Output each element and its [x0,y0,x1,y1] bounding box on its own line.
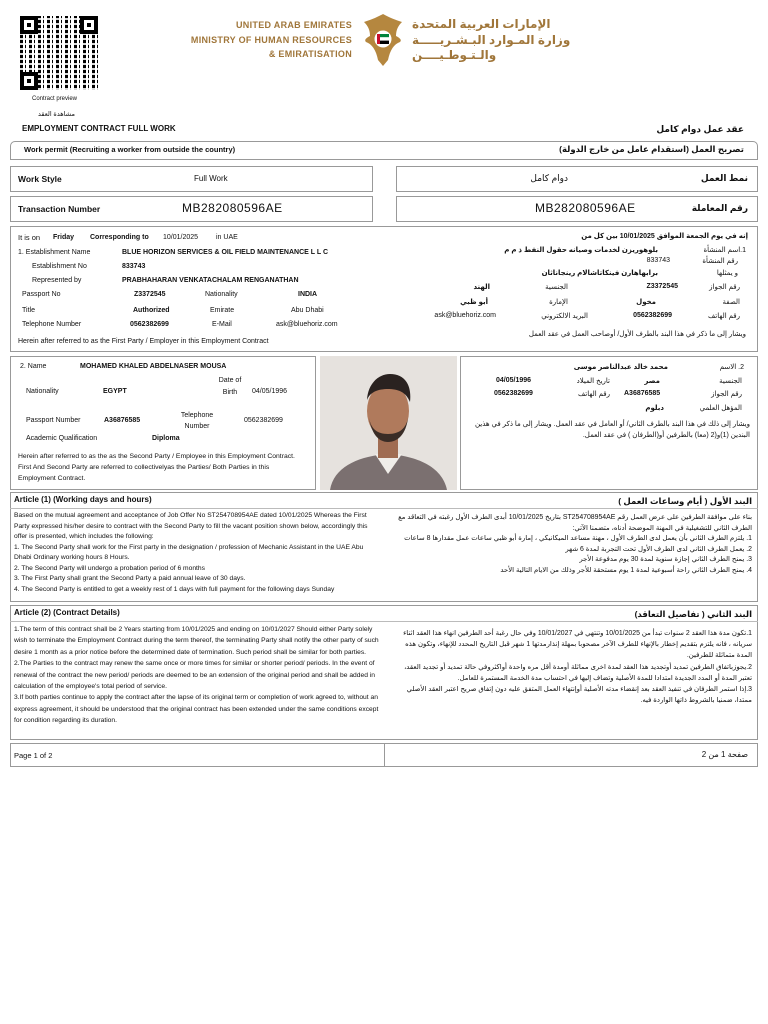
article1-title-en: Article (1) (Working days and hours) [14,495,152,504]
article2-en-text [14,624,380,727]
article1-en-p3: 3. The First Party shall grant the Second Party a paid annual leave of 30 days. [14,575,246,582]
ar-sp-phone-label: رقم الهاتف [578,391,610,398]
article1-ar-p1: 1. يلتزم الطرف الثاني بأن يعمل لدى الطرف الأول ، مهنة مساعد الميكانيكي ، إمارة أبو ظبي ساعات عمل مقدارها 8 ساعات [404,535,752,542]
ministry-en-line3: & EMIRATISATION [268,49,352,59]
uae-emblem-icon [362,10,404,68]
article2-ar-p0: 1.تكون مدة هذا العقد 2 سنوات تبدأ من 10/01/2025 وتنتهي في 10/01/2027 وفي حال رغبة أحد الطرفين انهاء هذا العقد اثناء سريانه ، فانه يلتزم بتقديم إخطار بالإنهاء للطرف الآخر مصحوبا بمهلة إنذارمدتها 1 شهر قبل التاريخ المحدد للإنهاء، وتكون هذه المدة متماثلة للطرفين. [403,630,752,660]
fp-title-label: Title [22,307,35,314]
qr-code [20,16,98,90]
fp-phone-label: Telephone Number [22,321,82,328]
article2-ar-p2: 3.إذا استمر الطرفان في تنفيذ العقد بعد إنقضاء مدته الأصلية أوإنتهاء العمل المتفق عليه دون إتفاق صريح اعتبر العقد الأصلي ممتدا، ضمنيا بالشروط ذاتها الواردة فيه. [406,686,752,705]
ar-passport-label: رقم الجواز [709,284,740,291]
article1-title-ar: البند الأول ( أيام وساعات العمل ) [618,496,752,506]
fp-emirate-label: Emirate [210,307,235,314]
ar-passport: Z3372545 [646,283,678,290]
sp-name-label: 2. Name [20,363,47,370]
ar-est-name: بلوهوريزن لخدمات وصيانه حقول النفط ذ م م [504,247,658,254]
work-style-label: Work Style [18,174,62,184]
ministry-ar-line2: وزارة المـوارد البـشـريـــــة [412,33,571,47]
ar-est-no-label: رقم المنشأة [702,258,738,265]
ar-rep-label: و يمثلها [716,270,738,277]
ar-sp-dob: 04/05/1996 [496,377,532,384]
sp-dob-label: Date of Birth [218,377,242,396]
ar-emirate: أبو ظبي [460,299,488,306]
contract-place: in UAE [216,234,238,241]
article1-ar-p3: 3. يمنح الطرف الثاني إجازة سنوية لمدة 30 يوم مدفوعة الأجر [579,556,752,563]
ministry-en-line1: UNITED ARAB EMIRATES [236,20,352,30]
ar-phone: 0562382699 [633,312,672,319]
employee-photo [320,356,457,490]
ar-sp-passport: A36876585 [624,390,661,397]
contract-preview-en: Contract preview [32,96,78,102]
work-style-label-ar: نمط العمل [700,173,748,183]
represented-by-label: Represented by [32,277,82,284]
work-permit-ar: تصريح العمل (استقدام عامل من خارج الدولة) [559,144,744,154]
work-style-value-ar: دوام كامل [530,173,568,183]
fp-passport-label: Passport No [22,291,61,298]
sp-qual-label: Academic Qualification [26,435,98,442]
article2-divider [10,621,758,622]
ar-sp-herein: ويشار إلى ذلك في هذا البند بالطرف الثاني/ أو العامل في عقد العمل. ويشار إلى ما ذكر في هذين البندين (1)و(2 (معا) بالطرفين أو(الطرفان ) في عقد العمل. [474,421,750,439]
fp-email: ask@bluehoriz.com [276,321,338,328]
ar-email-label: البريد الالكتروني [541,313,588,320]
article1-en-p0: Based on the mutual agreement and acceptance of Job Offer No ST254708954AE dated 10/01/2025 Whereas the First Party expressed his/her desire to contract with the Second Party to fill the vacant position shown below, accordingly this offer is presented, which includes the following: [14,512,368,540]
fp-email-label: E-Mail [212,321,232,328]
ar-emirate-label: الإمارة [549,299,568,306]
ar-sp-nat-label: الجنسية [719,378,742,385]
article2-en-p2: 3.If both parties continue to apply the contract after the lapse of its original term or completion of work agreed to, without an express agreement, it should be understood that the original contract has been extended under the same conditions except for condition regarding its duration. [14,694,379,725]
article1-ar-p0: بناء على موافقة الطرفين على عرض العمل رقم ST254708954AE بتاريخ 10/01/2025 أبدى الطرف الأول رغبته في التعاقد مع الطرف الثاني للتشغيلية في المهنة الموضحة أدناه، متضمنا الآتي: [398,514,752,532]
article1-divider [10,508,758,509]
sp-nationality: EGYPT [103,388,127,395]
contract-title-en: EMPLOYMENT CONTRACT FULL WORK [22,124,176,133]
article2-ar-p1: 2.يجوزباتفاق الطرفين تمديد أوتجديد هذا العقد لمدة اخرى مماثلة أومدة أقل مره واحدة أواكثروفي حالة تمديد أو تجديد العقد، تعتبر المدة أو المدد الجديدة امتدادا للمدة الأصلية وتضاف إليها في احتساب مدة الخدمة المستمرة للعامل. [404,663,752,682]
ar-sp-qual: دبلوم [645,405,664,412]
establishment-name-label: 1. Establishment Name [18,249,91,256]
article2-title-ar: البند الثاني ( تفاصيل التعاقد) [634,609,752,619]
fp-herein: Herein after referred to as the First Party / Employer in this Employment Contract [18,338,269,345]
transaction-number: MB282080596AE [182,201,283,215]
establishment-no: 833743 [122,263,146,270]
fp-title: Authorized [133,307,170,314]
fp-phone: 0562382699 [130,321,169,328]
ar-sp-name-label: 2. الاسم [719,364,744,371]
ar-est-name-label: 1.اسم المنشأة [703,247,746,254]
page-number-en: Page 1 of 2 [14,751,53,760]
ministry-ar-line3: والـتـوطـيــــن [412,48,497,62]
ar-sp-phone: 0562382699 [494,390,533,397]
transaction-label-ar: رقم المعاملة [691,203,748,213]
sp-nationality-label: Nationality [26,388,59,395]
corresponding-label: Corresponding to [90,234,149,241]
sp-phone: 0562382699 [244,417,283,424]
sp-passport: A36876585 [104,417,141,424]
ar-title-label: الصفة [722,299,740,306]
article2-title-en: Article (2) (Contract Details) [14,608,120,617]
it-is-on-ar: إنه في يوم الجمعة الموافق 10/01/2025 بين كل من [581,233,748,240]
article1-en-p1: 1. The Second Party shall work for the First party in the designation / profession of Mechanic Assistant in the UAE Abu Dhabi Ordinary working hours 8 Hours. [14,543,364,561]
footer-divider [384,743,385,767]
article1-ar-p4: 4. يمنح الطرف الثاني راحة أسبوعية لمدة 1 يوم مستحقة للأجر وذلك من الايام التالية الأحد [500,566,752,574]
contract-title-ar: عقد عمل دوام كامل [656,124,744,134]
contract-day: Friday [53,234,75,241]
article2-en-p1: 2.The Parties to the contract may renew the same once or more times for similar or shorter period/ periods. In the event of renewal of the contract the new period/ periods are deemed to be an extension of the original period and shall be added in calculation of the employee's total period of service. [14,660,375,691]
ar-email: ask@bluehoriz.com [434,312,496,319]
article1-en-p2: 2. The Second Party will undergo a probation period of 6 months [14,564,205,572]
article2-ar-text [398,628,752,706]
article1-ar-text [398,513,752,576]
ar-sp-dob-label: تاريخ الميلاد [576,378,610,385]
fp-nationality-label: Nationality [205,291,238,298]
article1-en-p4: 4. The Second Party is entitled to get a weekly rest of 1 days with full payment for the following days Sunday [14,585,335,593]
establishment-no-label: Establishment No [32,263,87,270]
ar-sp-name: محمد خالد عبدالناصر موسى [573,364,668,371]
fp-emirate: Abu Dhabi [291,307,324,314]
ar-fp-herein: ويشار إلى ما ذكر في هذا البند بالطرف الأول/ أوصاحب العمل في عقد العمل [528,331,746,338]
ar-sp-nat: مصر [644,378,660,385]
ar-phone-label: رقم الهاتف [708,313,740,320]
ministry-ar-line1: الإمارات العربية المتحدة [412,17,551,31]
transaction-number-ar: MB282080596AE [535,201,636,215]
ministry-en-line2: MINISTRY OF HUMAN RESOURCES [190,35,352,45]
fp-nationality: INDIA [298,291,318,298]
article2-en-p0: 1.The term of this contract shall be 2 Years starting from 10/01/2025 and ending on 10/01/2027 Should either Party solely wish to terminate the Employment Contract during the term thereof, the terminating Party shall notify the other party of such desire 1 month as a prior notice before the determined date of termination. Such period shall be similar for both parties. [14,626,379,656]
ar-sp-passport-label: رقم الجواز [711,391,742,398]
sp-phone-label: Telephone Number [180,412,214,430]
contract-date: 10/01/2025 [163,234,199,241]
article1-ar-p2: 2. يعمل الطرف الثاني لدى الطرف الأول تحت التجربة لمدة 6 شهر [565,545,752,553]
sp-herein: Herein after referred to as the as the Second Party / Employee in this Employment Contract. First And Second Party are referred to collectivelyas the Parties/ Both Parties in this Employment Contract. [18,453,295,482]
ar-rep: برابهاهارن فينكاتاشالام رينجاناثان [541,270,658,277]
sp-qual: Diploma [152,435,180,442]
ar-nationality-label: الجنسية [545,284,568,291]
work-style-left-box [10,166,373,192]
article1-en-text [14,511,378,595]
sp-dob: 04/05/1996 [252,388,288,395]
fp-passport: Z3372545 [134,291,166,298]
work-style-value: Full Work [194,174,228,183]
ar-title: مخول [636,299,656,306]
ar-est-no: 833743 [646,257,670,264]
sp-passport-label: Passport Number [26,417,81,424]
establishment-name: BLUE HORIZON SERVICES & OIL FIELD MAINTENANCE L L C [122,249,328,256]
ar-sp-qual-label: المؤهل العلمي [699,405,742,412]
transaction-label: Transaction Number [18,204,101,214]
sp-name: MOHAMED KHALED ABDELNASER MOUSA [80,363,227,370]
representative-name: PRABHAHARAN VENKATACHALAM RENGANATHAN [122,277,299,284]
work-permit-en: Work permit (Recruiting a worker from outside the country) [24,145,236,154]
it-is-on-label: It is on [18,233,41,242]
ar-nationality: الهند [473,284,490,291]
contract-preview-ar: مشاهدة العقد [38,111,75,118]
page-number-ar: صفحة 1 من 2 [701,750,748,759]
